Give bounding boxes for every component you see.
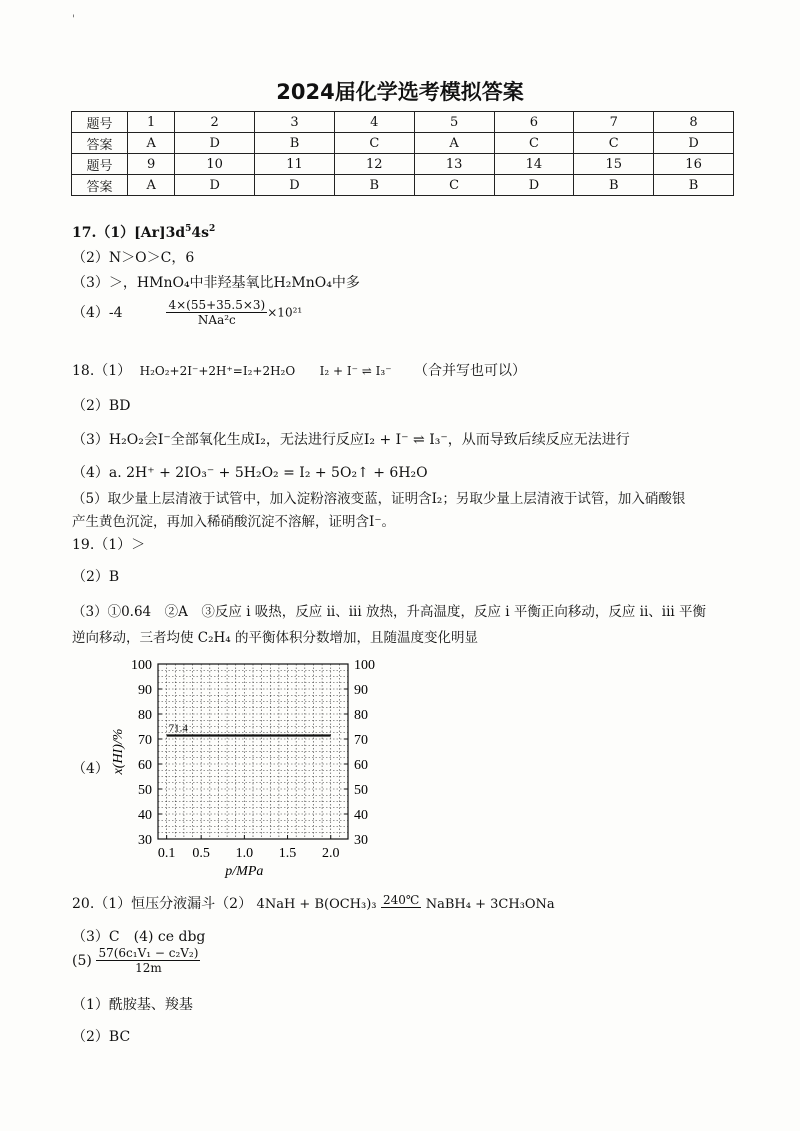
q18-p1-eq1: H₂O₂+2I⁻+2H⁺=I₂+2H₂O: [139, 364, 296, 378]
q17-sup2: 2: [209, 224, 216, 234]
y-tick-label-right: 60: [354, 758, 368, 773]
table-row: [72, 175, 734, 196]
q20-p5-fraction: [96, 946, 200, 975]
q17-p4-num: 4×(55+35.5×3): [168, 298, 266, 312]
q17-label: 17.（1）[Ar]3d: [72, 225, 186, 241]
table-cell: 14: [494, 154, 574, 175]
table-cell: 8: [654, 112, 734, 133]
table-cell: 3: [255, 112, 335, 133]
x-tick-label: 2.0: [321, 846, 340, 861]
table-cell: B: [255, 133, 335, 154]
table-cell: 13: [414, 154, 494, 175]
q20-p1-label: 20.（1）恒压分液漏斗（2）: [72, 896, 253, 912]
table-cell: 9: [128, 154, 175, 175]
hi-fraction-chart: [100, 652, 420, 882]
x-tick-label: 1.0: [235, 846, 254, 861]
table-cell: C: [574, 133, 654, 154]
row-header-cell: 题号: [72, 112, 128, 133]
q19-part1: 19.（1）＞: [72, 537, 146, 553]
q20-p5-num: 57(6c₁V₁ − c₂V₂): [98, 946, 199, 960]
q21-part1: （1）酰胺基、羧基: [72, 997, 193, 1013]
y-tick-label-left: 80: [138, 708, 152, 723]
q17-part2: （2）N＞O＞C，6: [72, 250, 195, 266]
table-row: [72, 112, 734, 133]
table-cell: A: [128, 175, 175, 196]
q17-p4-label: （4）-4: [72, 304, 123, 321]
table-row: [72, 133, 734, 154]
page-title: 2024届化学选考模拟答案: [276, 80, 524, 104]
row-header-cell: 题号: [72, 154, 128, 175]
x-axis-label: p/MPa: [225, 864, 264, 879]
y-tick-label-right: 30: [354, 833, 368, 848]
x-tick-label: 1.5: [278, 846, 297, 861]
y-tick-label-left: 30: [138, 833, 152, 848]
table-cell: 6: [494, 112, 574, 133]
corner-mark: ': [72, 14, 75, 25]
y-tick-label-left: 100: [131, 658, 152, 673]
q20-part5: [72, 946, 200, 975]
table-cell: D: [494, 175, 574, 196]
y-tick-label-right: 50: [354, 783, 368, 798]
table-cell: C: [414, 175, 494, 196]
q19-part4-label: （4）: [72, 761, 109, 777]
y-tick-label-right: 70: [354, 733, 368, 748]
y-tick-label-left: 60: [138, 758, 152, 773]
q20-p5-label: (5): [72, 952, 92, 969]
y-tick-label-right: 100: [354, 658, 375, 673]
x-tick-label: 0.1: [157, 846, 176, 861]
q20-part3: （3）C (4) ce dbg: [72, 929, 206, 945]
y-tick-label-right: 40: [354, 808, 368, 823]
q20-p1-cond-text: 240℃: [382, 893, 420, 907]
q18-part5b: 产生黄色沉淀，再加入稀硝酸沉淀不溶解，证明含I⁻。: [72, 514, 395, 530]
q17-p4-fraction: [166, 298, 267, 327]
q18-part4: （4）a. 2H⁺ + 2IO₃⁻ + 5H₂O₂ = I₂ + 5O₂↑ + 6H₂O: [72, 465, 428, 481]
row-header-cell: 答案: [72, 133, 128, 154]
table-cell: D: [654, 133, 734, 154]
table-cell: 12: [334, 154, 414, 175]
table-cell: 10: [175, 154, 255, 175]
table-cell: B: [654, 175, 734, 196]
q17-part3: （3）＞，HMnO₄中非羟基氧比H₂MnO₄中多: [72, 275, 360, 291]
q18-part1: [72, 360, 526, 380]
answer-table: [71, 111, 734, 196]
table-cell: D: [175, 175, 255, 196]
x-tick-label: 0.5: [192, 846, 210, 861]
table-cell: 5: [414, 112, 494, 133]
y-tick-label-left: 70: [138, 733, 152, 748]
row-header-cell: 答案: [72, 175, 128, 196]
table-cell: A: [414, 133, 494, 154]
table-cell: 16: [654, 154, 734, 175]
q17-p4-den: NAa²c: [197, 313, 236, 327]
table-cell: B: [334, 175, 414, 196]
q19-part3b: 逆向移动，三者均使 C₂H₄ 的平衡体积分数增加，且随温度变化明显: [72, 630, 479, 646]
y-tick-label-right: 90: [354, 683, 368, 698]
table-cell: 4: [334, 112, 414, 133]
q20-p1-condition: [381, 893, 421, 908]
table-cell: D: [175, 133, 255, 154]
q18-p1-note: （合并写也可以）: [414, 363, 527, 379]
q18-p1-eq2: I₂ + I⁻ ⇌ I₃⁻: [319, 364, 392, 378]
q20-part1: [72, 893, 555, 913]
y-tick-label-left: 90: [138, 683, 152, 698]
q18-p1-label: 18.（1）: [72, 363, 132, 379]
table-cell: D: [255, 175, 335, 196]
y-tick-label-right: 80: [354, 708, 368, 723]
q18-part5a: （5）取少量上层清液于试管中，加入淀粉溶液变蓝，证明含I₂；另取少量上层清液于试管，加入硝酸银: [72, 491, 686, 507]
table-cell: 15: [574, 154, 654, 175]
q18-part3: （3）H₂O₂会I⁻全部氧化生成I₂，无法进行反应I₂ + I⁻ ⇌ I₃⁻，从而导致后续反应无法进行: [72, 432, 630, 448]
table-cell: A: [128, 133, 175, 154]
q17-part4: [72, 298, 302, 327]
y-axis-label: x(HI)/%: [111, 728, 126, 775]
q17-part1: [72, 222, 215, 242]
q17-p4-tail: ×10²¹: [267, 305, 303, 320]
q18-part2: （2）BD: [72, 398, 131, 414]
table-cell: 7: [574, 112, 654, 133]
q17-sup1: 5: [185, 224, 192, 234]
table-cell: C: [334, 133, 414, 154]
table-cell: B: [574, 175, 654, 196]
y-tick-label-left: 50: [138, 783, 152, 798]
value-annotation: 71.4: [168, 722, 188, 735]
table-cell: C: [494, 133, 574, 154]
table-cell: 2: [175, 112, 255, 133]
y-tick-label-left: 40: [138, 808, 152, 823]
table-cell: 11: [255, 154, 335, 175]
q21-part2: （2）BC: [72, 1029, 131, 1045]
table-row: [72, 154, 734, 175]
q17-mid: 4s: [191, 225, 210, 241]
table-cell: 1: [128, 112, 175, 133]
q19-part2: （2）B: [72, 569, 120, 585]
q19-part3a: （3）①0.64 ②A ③反应 i 吸热，反应 ii、iii 放热，升高温度，反应 i 平衡正向移动，反应 ii、iii 平衡: [72, 604, 707, 620]
q20-p5-den: 12m: [135, 961, 162, 975]
q20-p1-eq-left: 4NaH + B(OCH₃)₃: [256, 897, 377, 912]
q20-p1-eq-right: NaBH₄ + 3CH₃ONa: [425, 897, 555, 912]
